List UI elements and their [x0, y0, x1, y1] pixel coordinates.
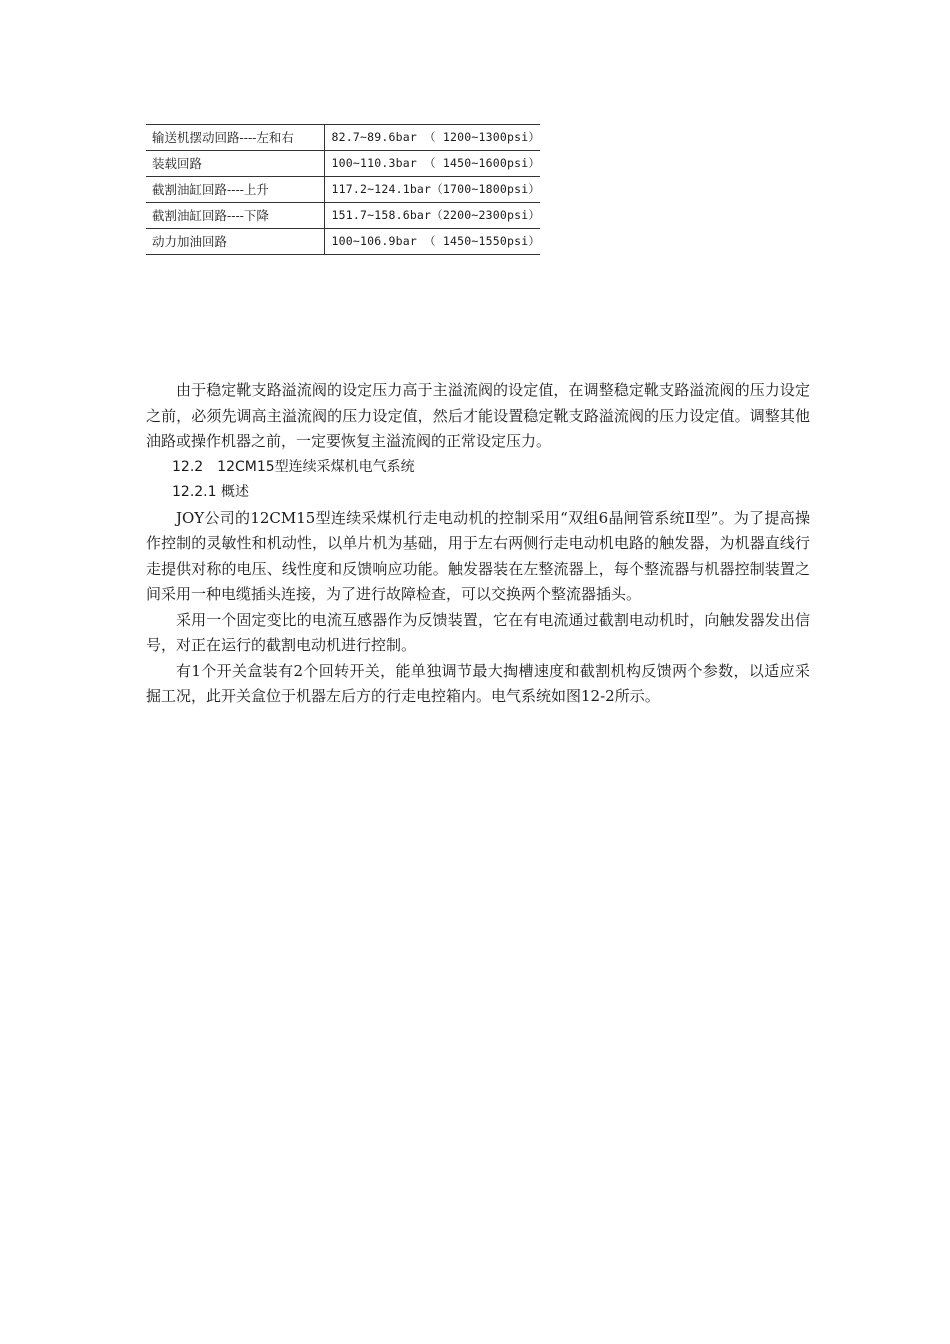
table-row: [146, 203, 540, 229]
table-row: [146, 229, 540, 255]
pressure-value-cell: 117.2~124.1bar（1700~1800psi）: [325, 177, 540, 203]
table-row: [146, 151, 540, 177]
circuit-name-cell: 输送机摆动回路----左和右: [146, 125, 325, 151]
paragraph-relief-valve: 由于稳定靴支路溢流阀的设定压力高于主溢流阀的设定值，在调整稳定靴支路溢流阀的压力设定之前，必须先调高主溢流阀的压力设定值，然后才能设置稳定靴支路溢流阀的压力设定值。调整其他油路或操作机器之前，一定要恢复主溢流阀的正常设定压力。: [146, 381, 810, 450]
subsection-heading: 12.2.1 概述: [172, 484, 249, 500]
circuit-name-cell: 截割油缸回路----下降: [146, 203, 325, 229]
circuit-name-cell: 动力加油回路: [146, 229, 325, 255]
body-text: [146, 378, 810, 710]
section-heading: 12.2 12CM15型连续采煤机电气系统: [172, 458, 415, 475]
circuit-name-cell: 装载回路: [146, 151, 325, 177]
pressure-settings-table: [146, 124, 540, 255]
pressure-value-cell: 151.7~158.6bar（2200~2300psi）: [325, 203, 540, 229]
table-row: [146, 125, 540, 151]
table-row: [146, 177, 540, 203]
paragraph-overview-1: JOY公司的12CM15型连续采煤机行走电动机的控制采用“双组6晶闸管系统Ⅱ型”。为了提高操作控制的灵敏性和机动性，以单片机为基础，用于左右两侧行走电动机电路的触发器，为机器直线行走提供对称的电压、线性度和反馈响应功能。触发器装在左整流器上，每个整流器与机器控制装置之间采用一种电缆插头连接，为了进行故障检查，可以交换两个整流器插头。: [146, 508, 810, 603]
pressure-value-cell: 82.7~89.6bar （ 1200~1300psi）: [325, 125, 540, 151]
paragraph-overview-3: 有1个开关盒装有2个回转开关，能单独调节最大掏槽速度和截割机构反馈两个参数，以适应采掘工况，此开关盒位于机器左后方的行走电控箱内。电气系统如图12-2所示。: [146, 661, 810, 705]
circuit-name-cell: 截割油缸回路----上升: [146, 177, 325, 203]
pressure-value-cell: 100~110.3bar （ 1450~1600psi）: [325, 151, 540, 177]
pressure-value-cell: 100~106.9bar （ 1450~1550psi）: [325, 229, 540, 255]
paragraph-overview-2: 采用一个固定变比的电流互感器作为反馈装置，它在有电流通过截割电动机时，向触发器发出信号，对正在运行的截割电动机进行控制。: [146, 610, 810, 654]
